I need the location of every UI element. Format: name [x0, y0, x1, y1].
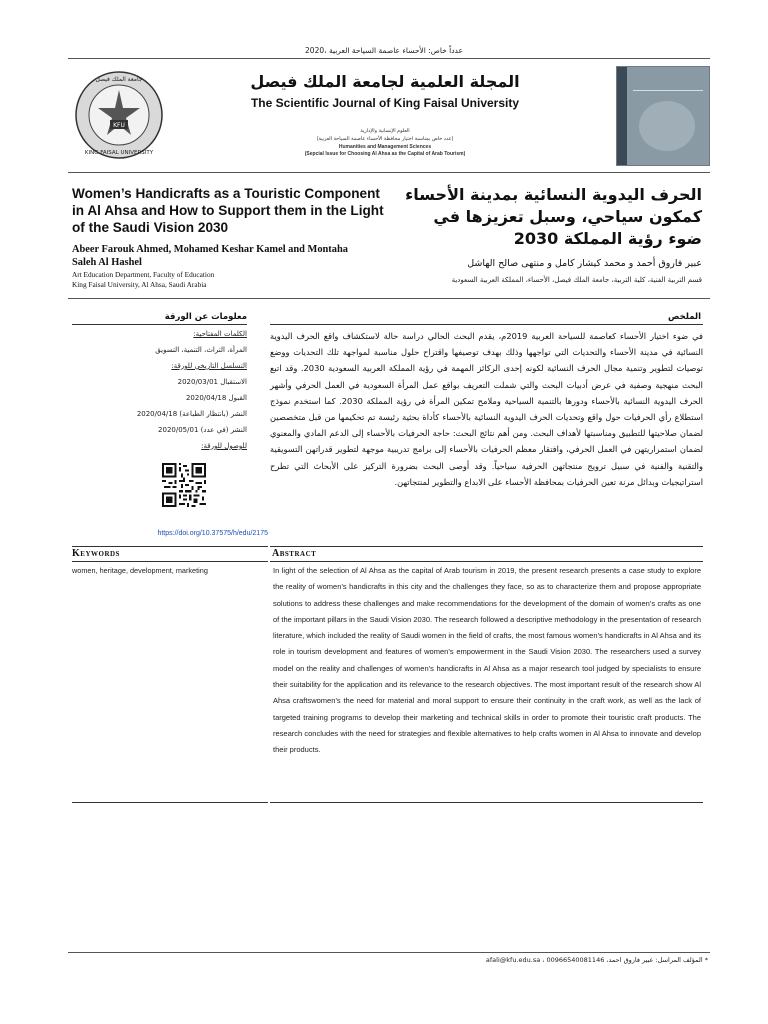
- footnote-rule: [68, 952, 710, 953]
- keywords-en: women, heritage, development, marketing: [72, 566, 208, 575]
- section-rule: [68, 298, 710, 299]
- section-en: Humanities and Management Sciences: [338, 144, 432, 150]
- running-header: 2020، عدداً خاص: الأحساء عاصمة السياحة العربية: [305, 46, 463, 55]
- svg-text:KING FAISAL UNIVERSITY: KING FAISAL UNIVERSITY: [84, 150, 154, 156]
- corresponding-author-footnote: * المؤلف المراسل: عبير فاروق احمد، 00966540081146 ، afali@kfu.edu.sa: [485, 956, 708, 964]
- header-rule-top: [68, 58, 710, 59]
- journal-cover-image: [616, 66, 710, 166]
- history-label: التسلسل التاريخي للورقة:: [171, 362, 247, 370]
- svg-text:جامعة الملك فيصل: جامعة الملك فيصل: [95, 76, 143, 83]
- abstract-bottom-rule: [270, 561, 703, 562]
- abstract-top-rule: [270, 546, 703, 547]
- abstract-body-ar: في ضوء اختيار الأحساء كعاصمة للسياحة العربية 2019م، يقدم البحث الحالي دراسة حالة لاستكشاف واقع الحرف اليدوية النسائية في مدينة الأحساء والتحديات التي تواجهها وذلك بهدف توصيفها واقتراح حلول مناسبة لمواجهة تلك التحديات ووضع توصيات لتطوير وتنمية مجال الحرف النسائية لكونه إحدى الركائز المهمة في رؤية المملكة العربية السعودية 2030. وقد اتبع البحث منهجية وصفية في عرض أدبيات البحث والتي شملت التعريف بواقع عمل المرأة السعودية في العمل الحرفي وأشهر الحرف اليدوية النسائية بالأحساء ودورها بالتنمية السياحية وملامح تمكين المرأة في رؤية المملكة 2030. كما استخدم نموذج استطلاع رأي الحرفيات حول واقع وتحديات الحرف اليدوية النسائية بالأحساء كأداة بحثية رئيسة تم تحكيمها من قبل متخصصين لضمان صلاحيتها للتطبيق ومناسبتها لأهداف البحث. ومن أهم نتائج البحث: حاجة الحرفيات بالأحساء إلى الدعم المادي والمعنوي لضمان استمراريتهن في العمل الحرفي، وافتقار معظم الحرفيات بالأحساء إلى برامج تدريبية موجهة لتطوير قدراتهن التسويقية والتقنية والفنية في سبيل ترويج منتجاتهن الحرفية سياحياً. وقد أوصى البحث بضرورة التركيز على الأبحاث التي تطرح استراتيجيات وبدائل مرنة تعين الحرفيات بمحافظة الأحساء على الابداع والتطوير لمنتجاتهن.: [270, 331, 704, 487]
- date-received: الاستقبال 2020/03/01: [177, 378, 247, 386]
- info-heading-rule: [72, 324, 247, 325]
- abstract-body-en: In light of the selection of Al Ahsa as the capital of Arab tourism in 2019, the present research presents a case study to explore the reality of women’s handicrafts in this city and the challenges they face, so as to characterize them and propose appropriate solutions to address these challenges and make recommendations for the development of the domain of women’s crafts as one of the important pillars in the Saudi Vision 2030. The research followed a descriptive methodology in the presentation of research literature, which included the reality of Saudi women in the field of crafts, the most famous women’s handicrafts in Al Ahsa and its role in tourism development and features of women’s empowerment in the Saudi Vision 2030. The researchers used a survey model on the reality and challenges of women’s handicrafts in Al Ahsa as a major research tool judged by specialists to ensure their suitability for the application and its relevance to the research objectives. The most important result of the research show Al Ahsa craftswomen’s the need for material and moral support to ensure their continuity in the craft work, as well as the lack of targeted training programs to develop their marketing and technical skills in order to promote their touristic craft products. The research concludes with the need for strategies and flexible alternatives to help crafts women in Al Ahsa to innovate and develop their products.: [273, 566, 701, 755]
- article-title-ar: الحرف اليدوية النسائية بمدينة الأحساء كمكون سياحي، وسبل تعزيزها في ضوء رؤية المملكة 2030: [405, 185, 702, 248]
- qr-code[interactable]: [162, 463, 206, 507]
- kfu-logo: [74, 68, 164, 162]
- affiliation-ar: قسم التربية الفنية، كلية التربية، جامعة الملك فيصل، الأحساء، المملكة العربية السعودية: [451, 276, 702, 284]
- date-accepted: القبول 2020/04/18: [185, 394, 247, 402]
- svg-text:KFU: KFU: [113, 122, 125, 129]
- paper-info-heading: معلومات عن الورقة: [164, 312, 247, 322]
- affiliation-en-line-1: Art Education Department, Faculty of Education: [72, 270, 215, 279]
- abstract-col-end-rule: [270, 802, 703, 803]
- article-title-en: Women’s Handicrafts as a Touristic Component in Al Ahsa and How to Support them in the Light of the Saudi Vision 2030: [72, 186, 384, 235]
- authors-en: Abeer Farouk Ahmed, Mohamed Keshar Kamel and Montaha Saleh Al Hashel: [72, 244, 348, 268]
- authors-ar: عبير فاروق أحمد و محمد كيشار كامل و منتهى صالح الهاشل: [467, 258, 702, 269]
- keywords-label-ar: الكلمات المفتاحية:: [193, 330, 247, 338]
- keywords-top-rule: [72, 546, 268, 547]
- keywords-bottom-rule: [72, 561, 268, 562]
- issue-en: (Sepcial Issue for Choosing Al Ahsa as the Capital of Arab Tourism): [304, 151, 466, 157]
- abstract-ar-rule: [270, 324, 703, 325]
- journal-title-ar: المجلة العلمية لجامعة الملك فيصل: [250, 72, 520, 91]
- doi-link[interactable]: https://doi.org/10.37575/h/edu/2175: [157, 530, 268, 537]
- header-rule-bottom: [68, 172, 710, 173]
- abstract-heading-en: Abstract: [272, 548, 317, 559]
- date-published-issue: النشر (في عدد) 2020/05/01: [158, 426, 247, 434]
- keywords-heading: Keywords: [72, 548, 120, 559]
- affiliation-en: [72, 270, 372, 289]
- keywords-ar: المرأة، التراث، التنمية، التسويق: [155, 346, 247, 354]
- access-label: للوصول للورقة:: [201, 442, 247, 450]
- issue-ar: (عدد خاص بمناسبة اختيار محافظة الأحساء عاصمة السياحة العربية): [316, 136, 454, 142]
- abstract-heading-ar: الملخص: [668, 312, 701, 322]
- journal-title-en: The Scientific Journal of King Faisal University: [250, 96, 520, 110]
- date-published-online: النشر (بانتظار الطباعة) 2020/04/18: [136, 410, 247, 418]
- section-ar: العلوم الإنسانية والإدارية: [360, 128, 410, 134]
- affiliation-en-line-2: King Faisal University, Al Ahsa, Saudi Arabia: [72, 279, 207, 289]
- keywords-col-end-rule: [72, 802, 268, 803]
